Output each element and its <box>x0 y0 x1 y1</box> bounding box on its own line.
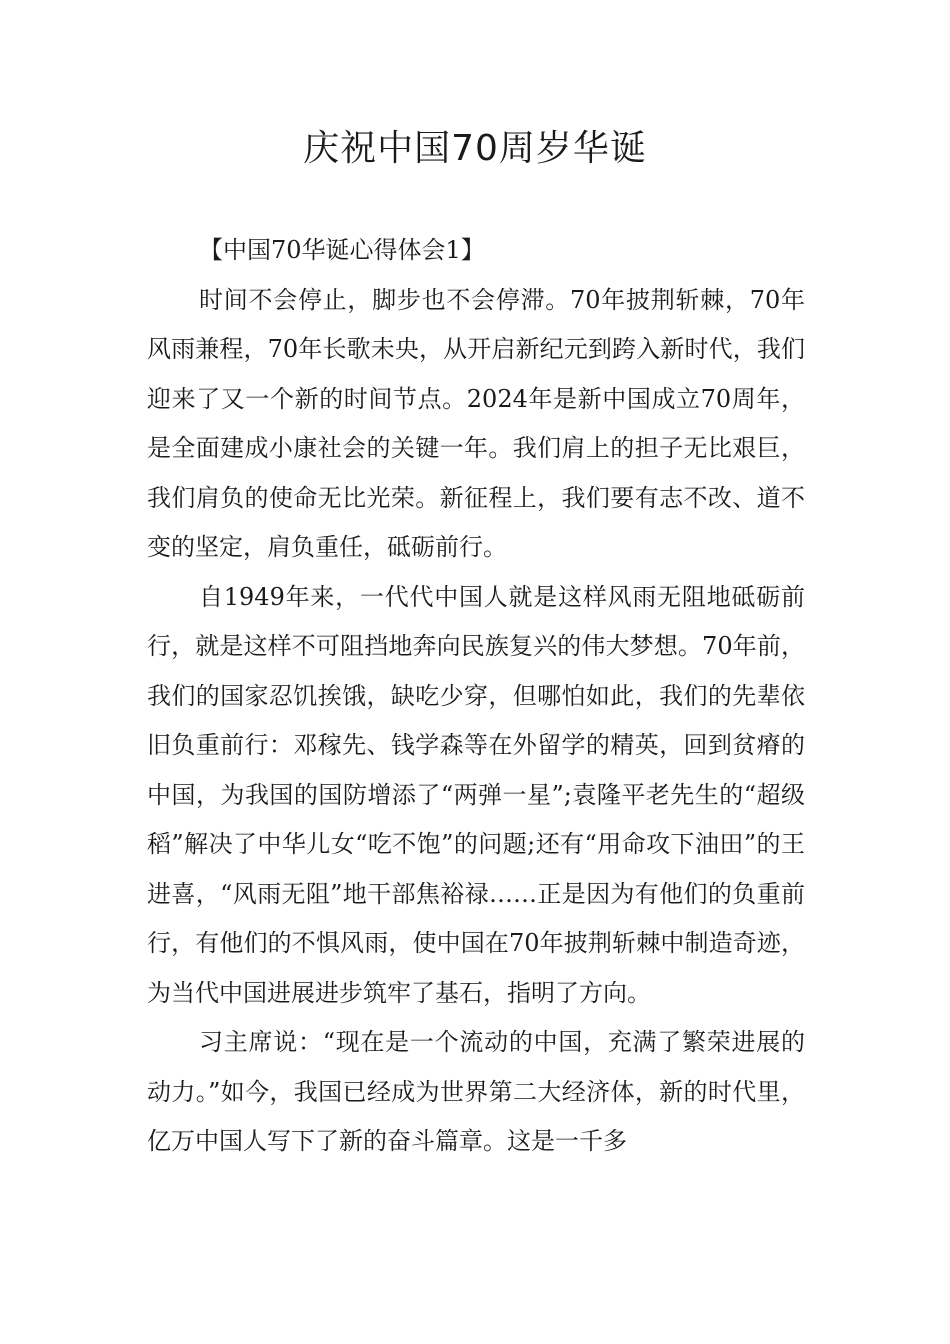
paragraph-1: 时间不会停止，脚步也不会停滞。70年披荆斩棘，70年风雨兼程，70年长歌未央，从开启新纪元到跨入新时代，我们迎来了又一个新的时间节点。2024年是新中国成立70周年，是全面建成小康社会的关键一年。我们肩上的担子无比艰巨，我们肩负的使命无比光荣。新征程上，我们要有志不改、道不变的坚定，肩负重任，砥砺前行。 <box>147 285 805 561</box>
document-body <box>147 226 805 1167</box>
paragraph-3: 习主席说：“现在是一个流动的中国，充满了繁荣进展的动力。”如今，我国已经成为世界第二大经济体，新的时代里，亿万中国人写下了新的奋斗篇章。这是一千多 <box>147 1028 805 1155</box>
paragraph-2: 自1949年来，一代代中国人就是这样风雨无阻地砥砺前行，就是这样不可阻挡地奔向民族复兴的伟大梦想。70年前，我们的国家忍饥挨饿，缺吃少穿，但哪怕如此，我们的先辈依旧负重前行：邓稼先、钱学森等在外留学的精英，回到贫瘠的中国，为我国的国防增添了“两弹一星”;袁隆平老先生的“超级稻”解决了中华儿女“吃不饱”的问题;还有“用命攻下油田”的王进喜，“风雨无阻”地干部焦裕禄……正是因为有他们的负重前行，有他们的不惧风雨，使中国在70年披荆斩棘中制造奇迹，为当代中国进展进步筑牢了基石，指明了方向。 <box>147 582 805 1007</box>
document-title: 庆祝中国70周岁华诞 <box>303 128 647 169</box>
section-heading: 【中国70华诞心得体会1】 <box>199 236 485 264</box>
